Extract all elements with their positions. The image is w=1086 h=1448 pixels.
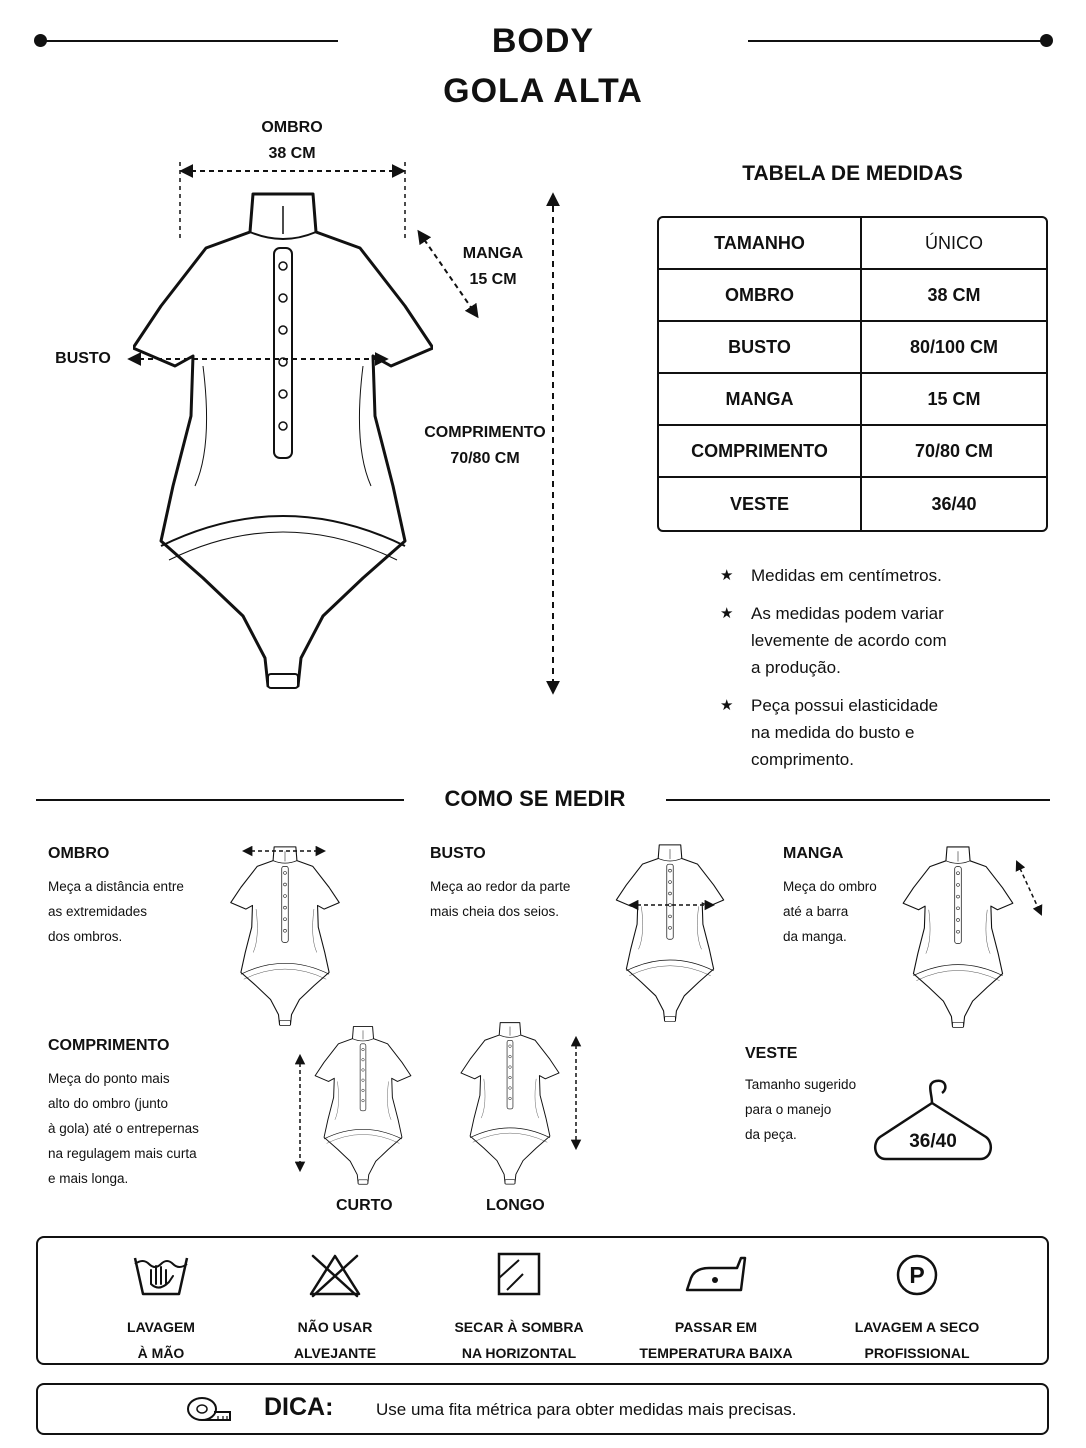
how-busto-label: BUSTO [430,845,486,862]
star-icon: ★ [720,605,734,622]
how-comprimento-curto-diagram [290,1020,430,1195]
list-item: ★ Medidas em centímetros. [720,562,1020,589]
table-cell-label: COMPRIMENTO [659,426,862,478]
hand-wash-icon [131,1250,191,1300]
table-row [659,322,1046,374]
measuring-tape-icon [184,1394,234,1424]
manga-label: MANGA 15 CM [462,245,524,288]
table-cell-value: ÚNICO [862,218,1046,270]
how-manga-diagram [895,840,1055,1035]
section-left-line [36,799,404,801]
star-icon: ★ [720,697,734,714]
list-item: ★ As medidas podem variar levemente de acordo com a produção. [720,600,1020,681]
list-item: ★ Peça possui elasticidade na medida do busto e comprimento. [720,692,1020,773]
table-row [659,218,1046,270]
table-cell-value: 70/80 CM [862,426,1046,478]
how-manga-text: Meça do ombro até a barra da manga. [783,879,877,944]
dry-flat-shade-icon [489,1250,549,1300]
how-comprimento-text: Meça do ponto mais alto do ombro (junto à gola) até o entrepernas na regulagem mais curta e mais longa. [48,1071,199,1186]
how-busto-diagram [605,838,735,1028]
care-item-iron-low: PASSAR EM TEMPERATURA BAIXA [616,1250,816,1366]
table-row [659,478,1046,530]
how-comprimento-label: COMPRIMENTO [48,1037,170,1054]
busto-label: BUSTO [55,350,111,367]
svg-text:P: P [909,1262,925,1288]
tip-text: Use uma fita métrica para obter medidas mais precisas. [376,1400,797,1419]
curto-label: CURTO [336,1197,393,1214]
table-cell-value: 80/100 CM [862,322,1046,374]
table-cell-value: 38 CM [862,270,1046,322]
professional-dry-clean-icon [887,1250,947,1300]
how-busto-text: Meça ao redor da parte mais cheia dos seios. [430,879,571,919]
care-item-no-bleach: NÃO USAR ALVEJANTE [240,1250,430,1366]
star-icon: ★ [720,567,734,584]
how-ombro-text: Meça a distância entre as extremidades dos ombros. [48,879,184,944]
page-title-line1: BODY [491,22,595,60]
how-ombro-label: OMBRO [48,845,110,862]
notes-list [720,562,1020,784]
ombro-label: OMBRO 38 CM [261,119,323,162]
care-item-hand-wash: LAVAGEM À MÃO [66,1250,256,1366]
table-row [659,270,1046,322]
table-cell-value: 36/40 [931,493,977,514]
table-row [659,426,1046,478]
comprimento-label: COMPRIMENTO 70/80 CM [424,424,546,467]
how-veste-label: VESTE [745,1045,798,1062]
table-cell-label: TAMANHO [659,218,862,270]
table-cell-label: OMBRO [659,270,862,322]
hanger-value: 36/40 [909,1131,957,1152]
section-right-line [666,799,1050,801]
how-to-measure-title: COMO SE MEDIR [444,786,626,811]
size-table-title: TABELA DE MEDIDAS [742,162,963,185]
how-ombro-diagram [220,836,350,1031]
page-title-line2: GOLA ALTA [443,72,643,110]
care-item-dry-clean: P LAVAGEM A SECO PROFISSIONAL [822,1250,1012,1366]
how-comprimento-longo-diagram [450,1018,590,1193]
table-cell-value: 15 CM [862,374,1046,426]
size-table [657,216,1048,532]
how-manga-label: MANGA [783,845,844,862]
iron-low-icon [683,1250,749,1300]
no-bleach-icon [305,1250,365,1300]
table-row [659,374,1046,426]
how-veste-text: Tamanho sugerido para o manejo da peça. [745,1077,857,1142]
table-cell-label: MANGA [659,374,862,426]
tip-title: DICA: [264,1393,334,1421]
care-item-dry-flat-shade: SECAR À SOMBRA NA HORIZONTAL [424,1250,614,1366]
table-cell-label: VESTE [659,478,862,530]
longo-label: LONGO [486,1197,545,1214]
table-cell-label: BUSTO [659,322,862,374]
